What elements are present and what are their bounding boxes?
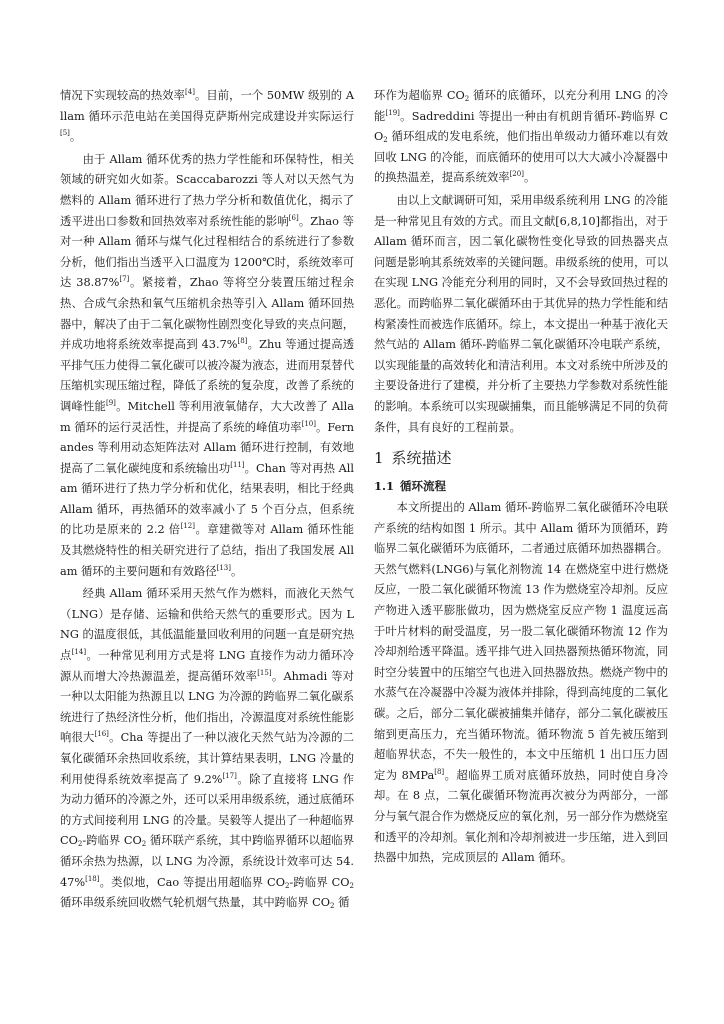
text-run: 循 [334,896,350,910]
text-run: 。超临界工质对底循环放热，同时使自身冷却。在 8 点，二氧化碳循环物流再次被分为两部分，一部分与氧气混合作为燃烧反应的氧化剂，另一部分作为燃烧室和透平的冷却剂。氧化剂和冷却剂被进一步压缩，进入到回热器中加热，完成顶层的 Allam 循环。 [374,768,668,865]
text-run: 。类似地，Cao 等提出用超临界 CO [99,875,285,889]
text-run: 。Ahmadi 等对一种以太阳能为热源且以 LNG 为冷源的跨临界二氧化碳系统进行了热经济性分析，他们指出，冷源温度对系统性能影响很大 [60,669,354,745]
citation-ref: [7] [119,275,130,284]
paragraph-allam-research [60,150,354,582]
citation-ref: [14] [71,648,87,657]
text-run: 。Cha 等提出了一种以液化天然气站为冷源的二氧化碳循环余热回收系统，其计算结果表明，LNG 冷量的利用使得系统效率提高了 9.2% [60,731,354,786]
right-column [374,86,668,871]
text-run: 。Fernandes 等利用动态矩阵法对 Allam 循环进行控制，有效地提高了二氧化碳纯度和系统输出功 [60,420,354,475]
citation-ref: [18] [85,874,100,883]
text-run: 。 [523,171,536,185]
subscript: 2 [77,840,83,849]
text-run: 。 [230,564,243,578]
subsection-heading [374,476,668,496]
paragraph-summary: 由以上文献调研可知，采用串级系统利用 LNG 的冷能是一种常见且有效的方式。而且文献[6,8,10]都指出，对于 Allam 循环而言，因二氧化碳物性变化导致的回热器夹点问题是影响其系统效率的关键问题。串级系统的使用，可以在实现 LNG 冷能充分利用的同时，又不会导致回热过程的恶化。而跨临界二氧化碳循环由于其优异的热力学性能和结构紧凑性而被选作底循环。综上，本文提出一种基于液化天然气站的 Allam 循环-跨临界二氧化碳循环冷电联产系统，以实现能量的高效转化和清洁利用。本文对系统中所涉及的主要设备进行了建模，并分析了主要热力学参数对系统性能的影响。本系统可以实现碳捕集，而且能够满足不同的负荷条件，具有良好的工程前景。 [374,193,668,434]
paragraph-lng-cold-energy [60,584,354,914]
text-run: 循环组成的发电系统，他们指出单级动力循环难以有效回收 LNG 的冷能，而底循环的使用可以大大减小冷凝器中的换热温差，提高系统效率 [374,130,668,185]
text-run: 。紧接着，Zhao 等将空分装置压缩过程余热、合成气余热和氧气压缩机余热等引入 Allam 循环回热器中，解决了由于二氧化碳物性剧烈变化导致的夹点问题，并成功地将系统效率提高到 43.7% [60,276,354,352]
text-run: -跨临界 CO [82,834,142,848]
citation-ref: [8] [434,767,445,776]
text-run: -跨临界 CO [289,875,350,889]
paragraph-cycle-flow [374,498,668,869]
left-column [60,86,354,916]
subscript: 2 [330,902,335,911]
citation-ref: [20] [509,170,524,179]
citation-ref: [16] [94,730,109,739]
text-run: 。Mitchell 等利用液氧储存，大大改善了 Allam 循环的运行灵活性，并提高了系统的峰值功率 [60,399,354,434]
subscript: 2 [141,840,147,849]
text-run: 由于 Allam 循环优秀的热力学性能和环保特性，相关领域的研究如火如荼。Scaccabarozzi 等人对以天然气为燃料的 Allam 循环进行了热力学分析和数值优化，揭示了透平进出口参数和回热效率对系统性能的影响 [60,152,354,228]
section-title: 系统描述 [391,449,452,468]
text-run: 循环的底循环，以充分利用 LNG 的冷能 [374,89,669,123]
section-heading [374,448,668,468]
text-run: 。Chan 等对再热 Allam 循环进行了热力学分析和优化，结果表明，相比于经典 Allam 循环，再热循环的效率减小了 5 个百分点，但系统的比功是原来的 2.2 倍 [60,461,354,537]
citation-ref: [8] [237,337,248,346]
citation-ref: [6] [288,213,299,222]
text-run: 。章建微等对 Allam 循环性能及其燃烧特性的相关研究进行了总结，指出了我国发展 Allam 循环的主要问题和有效路径 [60,523,354,578]
citation-ref: [17] [222,771,237,780]
paragraph-intro-continuation [60,86,354,148]
subscript: 2 [464,95,470,103]
citation-ref: [19] [385,108,400,117]
text-run: 环作为超临界 CO [374,89,465,102]
text-run: 情况下实现较高的热效率 [60,89,186,102]
section-number: 1 [374,449,384,468]
text-run: 。除了直接将 LNG 作为动力循环的冷源之外，还可以采用串级系统，通过底循环的方式间接利用 LNG 的冷量。吴毅等人提出了一种超临界 CO [60,772,354,848]
text-run: 。目前，一个 50MW 级别的 Allam 循环示范电站在美国得克萨斯州完成建设并实际运行 [60,89,354,123]
text-run: 循环串级系统回收燃气轮机烟气热量，其中跨临界 CO [60,896,331,910]
subsection-title: 循环流程 [400,479,447,494]
text-run: 。Sadreddini 等提出一种由有机朗肯循环-跨临界 CO [374,109,668,144]
citation-ref: [4] [185,88,195,96]
text-run: 。 [69,130,82,144]
text-run: 本文所提出的 Allam 循环-跨临界二氧化碳循环冷电联产系统的结构如图 1 所示。其中 Allam 循环为顶循环，跨临界二氧化碳循环为底循环，二者通过底循环加热器耦合。天然气燃料(LNG6)与氧化剂物流 14 在燃烧室中进行燃烧反应，一股二氧化碳循环物流 13 作为燃烧室冷却剂。反应产物进入透平膨胀做功，因为燃烧室反应产物 1 温度远高于叶片材料的耐受温度，另一股二氧化碳循环物流 12 作为冷却剂给透平降温。透平排气进入回热器预热循环物流，同时空分装置中的压缩空气也进入回热器放热。燃烧产物中的水蒸气在冷凝器中冷凝为液体并排除，得到高纯度的二氧化碳。之后，部分二氧化碳被捕集并储存，部分二氧化碳被压缩到更高压力，充当循环物流。循环物流 5 首先被压缩到超临界状态，不失一般性的，本文中压缩机 1 出口压力固定为 8MPa [374,501,668,782]
subscript: 2 [349,881,354,890]
citation-ref: [9] [105,398,116,407]
subscript: 2 [284,881,290,890]
subscript: 2 [383,136,388,145]
citation-ref: [10] [301,419,316,428]
subsection-number: 1.1 [374,479,395,494]
citation-ref: [12] [180,522,195,531]
text-run: 经典 Allam 循环采用天然气作为燃料，而液化天然气（LNG）是存储、运输和供给天然气的重要形式。因为 LNG 的温度很低，其低温能量回收利用的问题一直是研究热点 [60,587,354,663]
text-run: 。Zhao 等对一种 Allam 循环与煤气化过程相结合的系统进行了参数分析，他们指出当透平入口温度为 1200℃时，系统效率可达 38.87% [60,214,354,290]
text-run: 。Zhu 等通过提高透平排气压力使得二氧化碳可以被冷凝为液态，进而用泵替代压缩机实现压缩过程，降低了系统的复杂度，改善了系统的调峰性能 [60,338,354,413]
paragraph-bottom-cycle-continuation [374,86,668,189]
citation-ref: [5] [60,129,70,138]
citation-ref: [13] [216,563,231,572]
citation-ref: [11] [230,460,245,469]
text-run: 。一种常见利用方式是将 LNG 直接作为动力循环冷源从而增大冷热源温差，提高循环效率 [60,649,354,683]
text-run: 循环联产系统，其中跨临界循环以超临界循环余热为热源，以 LNG 为冷源，系统设计效率可达 54.47% [60,834,354,889]
citation-ref: [15] [257,668,272,677]
